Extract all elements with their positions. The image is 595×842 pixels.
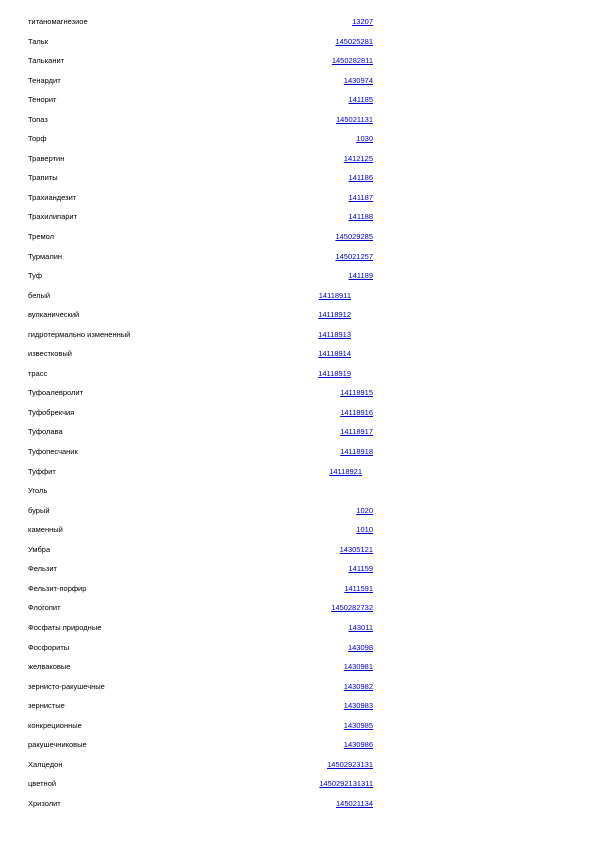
index-entry-row bbox=[0, 779, 595, 799]
entry-term: Травертин bbox=[28, 153, 65, 163]
index-entry-row bbox=[0, 271, 595, 291]
entry-code-link[interactable]: 1020 bbox=[356, 505, 373, 515]
index-entry-row bbox=[0, 17, 595, 37]
entry-term: Трапиты bbox=[28, 173, 58, 183]
entry-code-link[interactable]: 13207 bbox=[352, 17, 373, 26]
entry-code-link[interactable]: 14305121 bbox=[339, 544, 373, 554]
entry-term: Тальк bbox=[28, 36, 48, 46]
entry-code-link[interactable]: 1430981 bbox=[343, 662, 373, 672]
index-entry-row bbox=[0, 584, 595, 604]
index-entry-row bbox=[0, 369, 595, 389]
entry-term: Хризолит bbox=[28, 798, 61, 808]
index-entry-row bbox=[0, 232, 595, 252]
index-entry-row bbox=[0, 564, 595, 584]
entry-term: титаномагнезиое bbox=[28, 17, 88, 26]
entry-term: бурый bbox=[28, 505, 50, 515]
entry-code-link[interactable]: 141187 bbox=[348, 192, 373, 202]
entry-code-link[interactable]: 14118912 bbox=[318, 310, 351, 320]
entry-term: Фосфаты природные bbox=[28, 622, 102, 632]
entry-term: Туффит bbox=[28, 466, 56, 476]
index-entry-row bbox=[0, 212, 595, 232]
index-entry-row bbox=[0, 467, 595, 487]
index-entry-row bbox=[0, 506, 595, 526]
index-entry-row bbox=[0, 799, 595, 819]
entry-term: Фельзит-порфир bbox=[28, 583, 87, 593]
entry-term: ракушечниковые bbox=[28, 740, 87, 750]
entry-code-link[interactable]: 14118916 bbox=[340, 407, 373, 417]
entry-term: желваковые bbox=[28, 662, 71, 672]
index-entry-row bbox=[0, 643, 595, 663]
entry-term: трасс bbox=[28, 368, 48, 378]
index-entry-row bbox=[0, 525, 595, 545]
index-entry-row bbox=[0, 662, 595, 682]
entry-code-link[interactable]: 141186 bbox=[348, 173, 373, 183]
entry-code-link[interactable]: 1411591 bbox=[344, 583, 373, 593]
index-entry-row bbox=[0, 721, 595, 741]
index-entry-row bbox=[0, 408, 595, 428]
entry-term: каменный bbox=[28, 525, 63, 535]
index-entry-row bbox=[0, 682, 595, 702]
entry-term: Туфопесчаник bbox=[28, 447, 78, 457]
entry-term: Туфобрекчия bbox=[28, 407, 75, 417]
index-entry-row bbox=[0, 623, 595, 643]
entry-term: Флогопит bbox=[28, 603, 61, 613]
entry-code-link[interactable]: 141188 bbox=[348, 212, 373, 222]
index-entry-row bbox=[0, 115, 595, 135]
entry-term: Тальканит bbox=[28, 56, 65, 66]
index-entry-row bbox=[0, 701, 595, 721]
entry-term: Фельзит bbox=[28, 564, 57, 574]
index-entry-row bbox=[0, 193, 595, 213]
entry-term: Торф bbox=[28, 134, 47, 144]
index-entry-list bbox=[0, 17, 595, 818]
index-entry-row bbox=[0, 154, 595, 174]
entry-code-link[interactable]: 14118921 bbox=[329, 466, 362, 476]
index-entry-row bbox=[0, 76, 595, 96]
index-entry-row bbox=[0, 291, 595, 311]
entry-code-link[interactable]: 1450282811 bbox=[331, 56, 373, 66]
entry-code-link[interactable]: 14118914 bbox=[318, 349, 351, 359]
index-entry-row bbox=[0, 388, 595, 408]
entry-term: Умбра bbox=[28, 544, 51, 554]
entry-code-link[interactable]: 14502923131 bbox=[327, 759, 373, 769]
entry-code-link[interactable]: 1030 bbox=[356, 134, 373, 144]
entry-term: Тремол bbox=[28, 232, 55, 242]
entry-term: Туф bbox=[28, 271, 42, 281]
entry-code-link[interactable]: 14118917 bbox=[340, 427, 373, 437]
entry-term: белый bbox=[28, 290, 51, 300]
index-entry-row bbox=[0, 134, 595, 154]
entry-term: зернистые bbox=[28, 701, 65, 711]
index-entry-row bbox=[0, 447, 595, 467]
index-entry-row bbox=[0, 252, 595, 272]
entry-term: гидротермально измененный bbox=[28, 329, 131, 339]
index-entry-row bbox=[0, 330, 595, 350]
entry-term: Тенардит bbox=[28, 75, 61, 85]
entry-code-link[interactable]: 145021131 bbox=[336, 114, 373, 124]
entry-term: Топаз bbox=[28, 114, 48, 124]
entry-code-link[interactable]: 1450292131311 bbox=[319, 779, 373, 789]
index-entry-row bbox=[0, 486, 595, 506]
entry-term: вулканический bbox=[28, 310, 80, 320]
entry-code-link[interactable]: 145021134 bbox=[336, 798, 373, 808]
entry-code-link[interactable]: 14118919 bbox=[318, 368, 351, 378]
entry-term: Тенорит bbox=[28, 95, 57, 105]
entry-code-link[interactable]: 145025281 bbox=[335, 36, 373, 46]
entry-term: зернисто-ракушечные bbox=[28, 681, 105, 691]
entry-code-link[interactable]: 14118913 bbox=[318, 329, 351, 339]
index-entry-row bbox=[0, 37, 595, 57]
entry-code-link[interactable]: 1450282732 bbox=[331, 603, 373, 613]
index-entry-row bbox=[0, 740, 595, 760]
entry-code-link[interactable]: 141159 bbox=[348, 564, 373, 574]
entry-term: Туфоалевролит bbox=[28, 388, 84, 398]
index-entry-row bbox=[0, 545, 595, 565]
index-entry-row bbox=[0, 56, 595, 76]
entry-code-link[interactable]: 1430982 bbox=[343, 681, 373, 691]
entry-code-link[interactable]: 145029285 bbox=[335, 232, 373, 242]
entry-term: известковый bbox=[28, 349, 72, 359]
entry-term: Фосфориты bbox=[28, 642, 70, 652]
entry-term: Трахилипарит bbox=[28, 212, 78, 222]
entry-code-link[interactable]: 14118915 bbox=[340, 388, 373, 398]
entry-code-link[interactable]: 1010 bbox=[356, 525, 373, 535]
entry-term: Турмалин bbox=[28, 251, 63, 261]
entry-code-link[interactable]: 1430983 bbox=[343, 701, 373, 711]
entry-term: Трахиандезит bbox=[28, 192, 77, 202]
index-entry-row bbox=[0, 349, 595, 369]
entry-code-link[interactable]: 141185 bbox=[348, 95, 373, 105]
entry-term: Туфолава bbox=[28, 427, 63, 437]
entry-code-link[interactable]: 145021257 bbox=[335, 251, 373, 261]
index-entry-row bbox=[0, 95, 595, 115]
entry-code-link[interactable]: 141189 bbox=[348, 271, 373, 281]
entry-code-link[interactable]: 1430974 bbox=[343, 75, 373, 85]
entry-code-link[interactable]: 14118918 bbox=[340, 447, 373, 457]
entry-term: Уголь bbox=[28, 486, 48, 496]
entry-code-link[interactable]: 143011 bbox=[348, 622, 373, 632]
entry-code-link[interactable]: 14118911 bbox=[318, 290, 351, 300]
index-entry-row bbox=[0, 310, 595, 330]
index-entry-row bbox=[0, 427, 595, 447]
entry-code-link[interactable]: 1430986 bbox=[343, 740, 373, 750]
entry-term: конкреционные bbox=[28, 720, 82, 730]
entry-code-link[interactable]: 1430985 bbox=[343, 720, 373, 730]
index-entry-row bbox=[0, 173, 595, 193]
entry-code-link[interactable]: 143098 bbox=[347, 642, 373, 652]
entry-term: цветной bbox=[28, 779, 57, 789]
entry-code-link[interactable]: 1412125 bbox=[343, 153, 373, 163]
index-entry-row bbox=[0, 603, 595, 623]
index-entry-row bbox=[0, 760, 595, 780]
entry-term: Халцедон bbox=[28, 759, 63, 769]
